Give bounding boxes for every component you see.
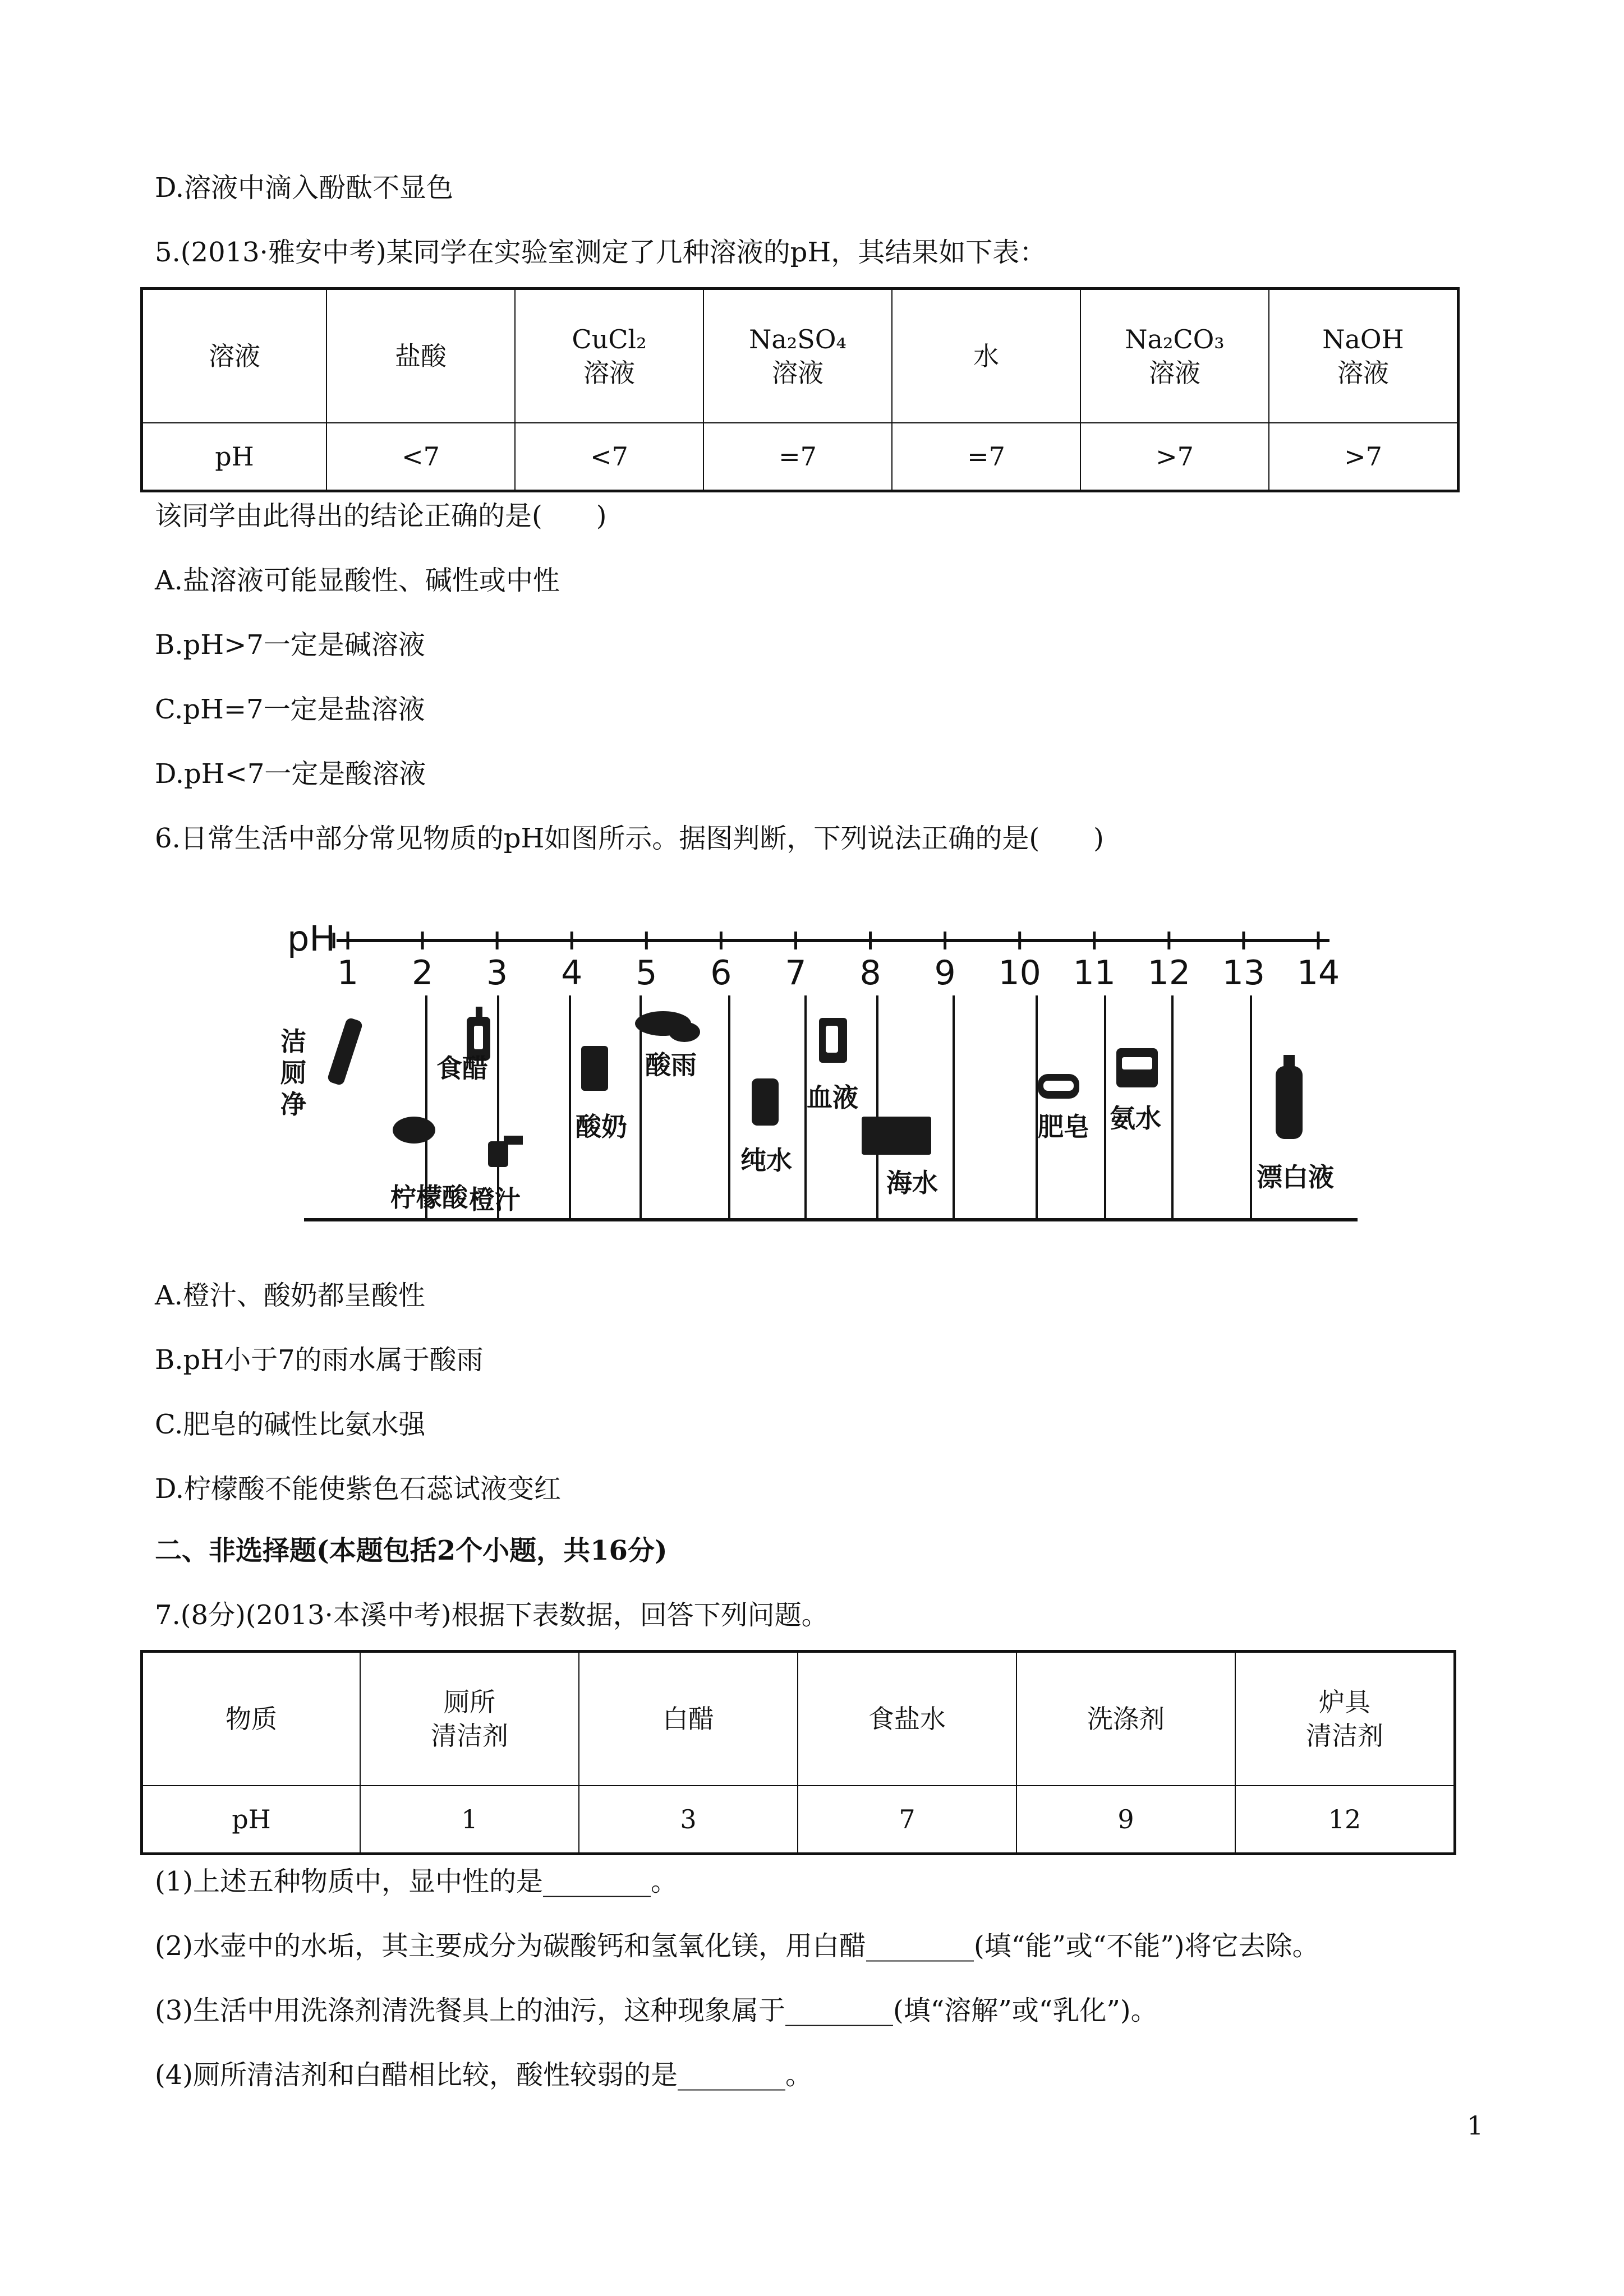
water-glass-icon	[752, 1078, 779, 1126]
table-cell: pH	[142, 423, 327, 491]
table-row	[142, 289, 1459, 423]
table-header-cell: 白醋	[579, 1652, 798, 1786]
ph-tick-label: 11	[1073, 953, 1116, 993]
q7-sub-1: (1)上述五种物质中，显中性的是________。	[155, 1866, 678, 1897]
q6-option-a: A.橙汁、酸奶都呈酸性	[155, 1280, 425, 1311]
yogurt-icon	[581, 1046, 608, 1091]
table-cell: 9	[1016, 1786, 1235, 1854]
table-cell: 7	[798, 1786, 1016, 1854]
q7-sub-3: (3)生活中用洗涤剂清洗餐具上的油污，这种现象属于________(填“溶解”或“乳化”)。	[155, 1995, 1158, 2026]
item-label-soap: 肥皂	[1038, 1112, 1089, 1142]
item-label-blood: 血液	[807, 1082, 858, 1113]
item-label-bleach: 漂白液	[1257, 1162, 1334, 1192]
table-header-cell: 洗涤剂	[1016, 1652, 1235, 1786]
cloud-icon	[635, 1011, 700, 1042]
table-header-cell: Na₂SO₄ 溶液	[703, 289, 892, 423]
table-cell: >7	[1080, 423, 1269, 491]
ph-tick-label: 3	[486, 953, 508, 993]
q7-stem: 7.(8分)(2013·本溪中考)根据下表数据，回答下列问题。	[155, 1599, 829, 1631]
table-header-cell: 炉具 清洁剂	[1235, 1652, 1455, 1786]
ph-tick-label: 8	[859, 953, 881, 993]
q4-option-d: D.溶液中滴入酚酞不显色	[155, 172, 454, 204]
page-number: 1	[1467, 2110, 1484, 2141]
q5-stem: 5.(2013·雅安中考)某同学在实验室测定了几种溶液的pH，其结果如下表：	[155, 237, 1047, 268]
ph-tick-label: 14	[1296, 953, 1340, 993]
table-header-cell: 食盐水	[798, 1652, 1016, 1786]
bottle-icon	[326, 1017, 364, 1086]
ph-tick-label: 6	[710, 953, 732, 993]
table-row	[142, 423, 1459, 491]
q5-option-b: B.pH>7一定是碱溶液	[155, 629, 425, 661]
q5-option-d: D.pH<7一定是酸溶液	[155, 758, 426, 790]
item-label-acid-rain: 酸雨	[645, 1050, 697, 1080]
ph-tick-label: 1	[337, 953, 359, 993]
q6-stem: 6.日常生活中部分常见物质的pH如图所示。据图判断，下列说法正确的是( )	[155, 823, 1104, 854]
table-header-cell: NaOH 溶液	[1269, 289, 1459, 423]
lemon-icon	[393, 1117, 435, 1144]
table-header-cell: 水	[892, 289, 1080, 423]
table-cell: <7	[515, 423, 703, 491]
section-title: 二、非选择题(本题包括2个小题，共16分)	[155, 1535, 668, 1566]
table-row	[142, 1652, 1455, 1786]
table-cell: pH	[142, 1786, 361, 1854]
item-label-toilet-cleaner-lines: 洁 厕 净	[280, 1026, 306, 1119]
item-label-yogurt: 酸奶	[576, 1112, 627, 1142]
table-cell: 12	[1235, 1786, 1455, 1854]
table-cell: =7	[892, 423, 1080, 491]
table-header-cell: 盐酸	[326, 289, 515, 423]
q7-sub-2: (2)水壶中的水垢，其主要成分为碳酸钙和氢氧化镁，用白醋________(填“能”或“不能”)将它去除。	[155, 1930, 1319, 1962]
table-cell: <7	[326, 423, 515, 491]
item-label-seawater: 海水	[886, 1168, 938, 1198]
item-label-orange-juice: 橙汁	[469, 1184, 521, 1215]
item-label-pure-water: 纯水	[740, 1145, 792, 1175]
table-cell: =7	[703, 423, 892, 491]
ph-tick-label: 10	[998, 953, 1041, 993]
table-header-cell: Na₂CO₃ 溶液	[1080, 289, 1269, 423]
q7-sub-4: (4)厕所清洁剂和白醋相比较，酸性较弱的是________。	[155, 2059, 812, 2091]
ph-tick-label: 9	[934, 953, 956, 993]
juice-icon	[488, 1136, 523, 1167]
item-label-vinegar: 食醋	[436, 1053, 488, 1084]
q6-option-b: B.pH小于7的雨水属于酸雨	[155, 1344, 484, 1376]
ph-tick-label: 13	[1222, 953, 1266, 993]
ph-tick-label: 12	[1147, 953, 1191, 993]
table-row	[142, 1786, 1455, 1854]
q5-table	[140, 287, 1460, 492]
q5-option-a: A.盐溶液可能显酸性、碱性或中性	[155, 565, 560, 596]
q7-table	[140, 1650, 1456, 1855]
bleach-bottle-icon	[1276, 1055, 1303, 1139]
ph-scale-figure	[280, 906, 1369, 1231]
ph-axis-label: pH	[287, 918, 335, 959]
ph-tick-label: 4	[561, 953, 583, 993]
q6-option-c: C.肥皂的碱性比氨水强	[155, 1409, 426, 1440]
table-cell: 3	[579, 1786, 798, 1854]
ph-tick-label: 2	[411, 953, 434, 993]
table-cell: 1	[360, 1786, 579, 1854]
table-cell: >7	[1269, 423, 1459, 491]
table-header-cell: 厕所 清洁剂	[360, 1652, 579, 1786]
table-header-cell: CuCl₂ 溶液	[515, 289, 703, 423]
ph-tick-label: 7	[785, 953, 807, 993]
ph-tick-label: 5	[636, 953, 657, 993]
q5-option-c: C.pH=7一定是盐溶液	[155, 694, 425, 725]
q6-option-d: D.柠檬酸不能使紫色石蕊试液变红	[155, 1473, 562, 1505]
q5-question: 该同学由此得出的结论正确的是( )	[155, 500, 607, 532]
item-label-ammonia: 氨水	[1110, 1103, 1161, 1133]
item-label-citric-acid: 柠檬酸	[390, 1182, 468, 1212]
sea-icon	[862, 1117, 931, 1155]
table-header-cell: 物质	[142, 1652, 361, 1786]
table-header-cell: 溶液	[142, 289, 327, 423]
